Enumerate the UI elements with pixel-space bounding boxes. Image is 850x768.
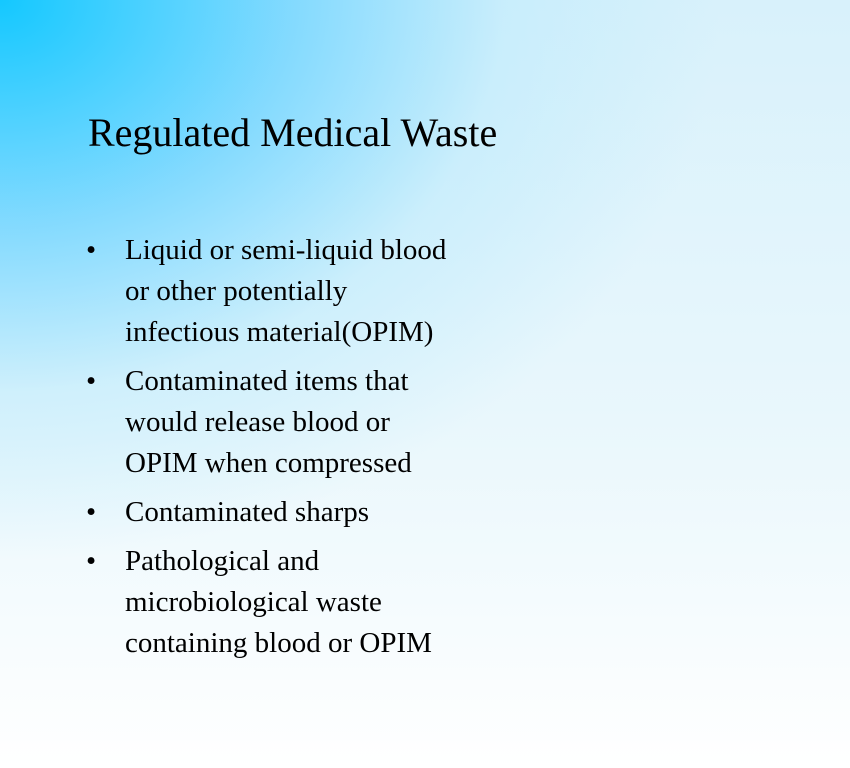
- bullet-line: Contaminated sharps: [125, 496, 370, 528]
- bullet-line: or other potentially: [125, 275, 348, 307]
- bullet-item: [82, 230, 522, 353]
- bullet-line: containing blood or OPIM: [125, 627, 432, 659]
- bullet-icon: •: [86, 234, 97, 266]
- bullet-line: would release blood or: [125, 406, 390, 438]
- bullet-icon: •: [86, 545, 97, 577]
- bullet-line: Pathological and: [125, 545, 320, 577]
- bullet-line: Liquid or semi-liquid blood: [125, 234, 447, 266]
- bullet-line: OPIM when compressed: [125, 447, 412, 479]
- bullet-item: [82, 361, 522, 484]
- slide-title: Regulated Medical Waste: [88, 110, 498, 155]
- bullet-icon: •: [86, 496, 97, 528]
- bullet-item: [82, 492, 522, 533]
- bullet-line: microbiological waste: [125, 586, 382, 618]
- bullet-item: [82, 541, 522, 664]
- bullet-icon: •: [86, 365, 97, 397]
- bullet-line: infectious material(OPIM): [125, 316, 434, 348]
- bullet-line: Contaminated items that: [125, 365, 409, 397]
- bullet-list: [82, 230, 522, 672]
